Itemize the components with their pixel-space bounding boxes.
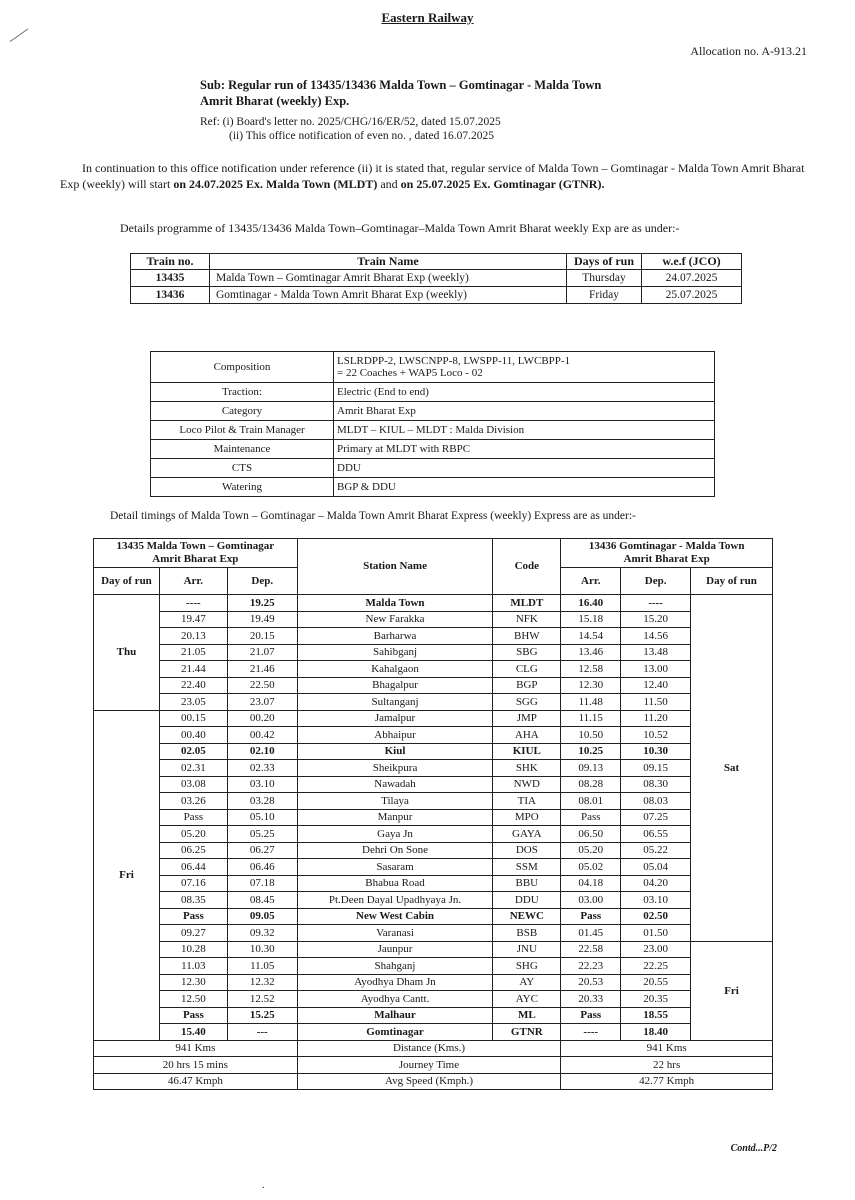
- station-name: Gaya Jn: [297, 826, 493, 843]
- watering-label: Watering: [151, 478, 334, 497]
- station-code: SSM: [493, 859, 561, 876]
- station-name: Sheikpura: [297, 760, 493, 777]
- dep-13436: 09.15: [621, 760, 691, 777]
- station-code: SHK: [493, 760, 561, 777]
- station-name: Shahganj: [297, 958, 493, 975]
- arr-13436: 08.01: [561, 793, 621, 810]
- header-days-of-run: Days of run: [567, 254, 642, 270]
- station-name: Kiul: [297, 743, 493, 760]
- table-row: [151, 402, 715, 421]
- train-name: Gomtinagar - Malda Town Amrit Bharat Exp (weekly): [210, 287, 567, 304]
- arr-13436: ----: [561, 1024, 621, 1041]
- arr-13435: 06.25: [159, 842, 227, 859]
- dep-13435: 21.07: [227, 644, 297, 661]
- arr-13436: 06.50: [561, 826, 621, 843]
- dep-13436: ----: [621, 595, 691, 612]
- station-code: AY: [493, 974, 561, 991]
- station-name: New Farakka: [297, 611, 493, 628]
- arr-13435: 00.40: [159, 727, 227, 744]
- station-code: DOS: [493, 842, 561, 859]
- station-code: SHG: [493, 958, 561, 975]
- dep-13435: 19.49: [227, 611, 297, 628]
- station-code: GTNR: [493, 1024, 561, 1041]
- dep-13435: 05.10: [227, 809, 297, 826]
- cts-label: CTS: [151, 459, 334, 478]
- category-label: Category: [151, 402, 334, 421]
- value-13436: 42.77 Kmph: [561, 1073, 773, 1090]
- station-name: Barharwa: [297, 628, 493, 645]
- dep-13435: 00.42: [227, 727, 297, 744]
- arr-13435: 12.30: [159, 974, 227, 991]
- arr-13436: 22.58: [561, 941, 621, 958]
- header-dep: Dep.: [227, 568, 297, 595]
- dep-13435: 03.10: [227, 776, 297, 793]
- day-fri: Fri: [94, 710, 160, 1040]
- arr-13436: Pass: [561, 908, 621, 925]
- arr-13435: 15.40: [159, 1024, 227, 1041]
- arr-13436: 22.23: [561, 958, 621, 975]
- arr-13436: 03.00: [561, 892, 621, 909]
- station-code: MPO: [493, 809, 561, 826]
- dep-13436: 04.20: [621, 875, 691, 892]
- table-row: [94, 743, 773, 760]
- timetable-head-right: 13436 Gomtinagar - Malda Town Amrit Bharat Exp: [561, 539, 773, 568]
- train-name: Malda Town – Gomtinagar Amrit Bharat Exp (weekly): [210, 270, 567, 287]
- references: [200, 115, 501, 143]
- dep-13436: 15.20: [621, 611, 691, 628]
- dep-13436: 03.10: [621, 892, 691, 909]
- table-row: [131, 287, 742, 304]
- dep-13435: 07.18: [227, 875, 297, 892]
- dep-13435: 06.46: [227, 859, 297, 876]
- table-row: [94, 760, 773, 777]
- dep-13436: 12.40: [621, 677, 691, 694]
- paragraph-2: Details programme of 13435/13436 Malda Town–Gomtinagar–Malda Town Amrit Bharat weekly Exp are as under:-: [120, 221, 680, 235]
- dep-13435: 23.07: [227, 694, 297, 711]
- dep-13436: 10.30: [621, 743, 691, 760]
- arr-13435: Pass: [159, 1007, 227, 1024]
- station-code: BSB: [493, 925, 561, 942]
- dep-13435: 12.32: [227, 974, 297, 991]
- table-row: [151, 421, 715, 440]
- table-row: [94, 677, 773, 694]
- dep-13435: ---: [227, 1024, 297, 1041]
- arr-13435: 00.15: [159, 710, 227, 727]
- dep-13435: 12.52: [227, 991, 297, 1008]
- timetable: [93, 538, 773, 1090]
- arr-13436: 12.30: [561, 677, 621, 694]
- station-name: Abhaipur: [297, 727, 493, 744]
- header-train-no: Train no.: [131, 254, 210, 270]
- table-row: [94, 809, 773, 826]
- loco-pilot-label: Loco Pilot & Train Manager: [151, 421, 334, 440]
- station-name: Sahibganj: [297, 644, 493, 661]
- table-row: [94, 826, 773, 843]
- composition-table: [150, 351, 715, 497]
- arr-13435: 12.50: [159, 991, 227, 1008]
- table-row: [94, 727, 773, 744]
- continued-note: Contd...P/2: [730, 1143, 777, 1154]
- timetable-head-left: 13435 Malda Town – Gomtinagar Amrit Bharat Exp: [94, 539, 298, 568]
- dep-13435: 02.10: [227, 743, 297, 760]
- arr-13436: 20.53: [561, 974, 621, 991]
- station-name: Sultanganj: [297, 694, 493, 711]
- station-name: Bhagalpur: [297, 677, 493, 694]
- arr-13435: 02.31: [159, 760, 227, 777]
- table-row: [94, 628, 773, 645]
- station-name: Bhabua Road: [297, 875, 493, 892]
- dep-13436: 01.50: [621, 925, 691, 942]
- station-code: CLG: [493, 661, 561, 678]
- arr-13435: 07.16: [159, 875, 227, 892]
- table-row: [94, 958, 773, 975]
- table-row: [151, 352, 715, 383]
- train-no: 13435: [131, 270, 210, 287]
- arr-13435: 21.44: [159, 661, 227, 678]
- station-name: Malda Town: [297, 595, 493, 612]
- arr-13435: Pass: [159, 809, 227, 826]
- watering-value: BGP & DDU: [334, 478, 715, 497]
- dep-13436: 07.25: [621, 809, 691, 826]
- dep-13436: 13.48: [621, 644, 691, 661]
- arr-13436: 01.45: [561, 925, 621, 942]
- station-name: Kahalgaon: [297, 661, 493, 678]
- table-row: [151, 459, 715, 478]
- station-code: MLDT: [493, 595, 561, 612]
- arr-13436: 12.58: [561, 661, 621, 678]
- table-row: [94, 908, 773, 925]
- allocation-number: Allocation no. A-913.21: [690, 44, 807, 58]
- station-name: New West Cabin: [297, 908, 493, 925]
- table-row: [131, 270, 742, 287]
- dep-13436: 22.25: [621, 958, 691, 975]
- arr-13436: 20.33: [561, 991, 621, 1008]
- station-code: ML: [493, 1007, 561, 1024]
- summary-label: Distance (Kms.): [297, 1040, 561, 1057]
- station-name: Pt.Deen Dayal Upadhyaya Jn.: [297, 892, 493, 909]
- day-sat: Sat: [691, 595, 773, 942]
- header-station-name: Station Name: [297, 539, 493, 595]
- table-row: [94, 1007, 773, 1024]
- traction-value: Electric (End to end): [334, 383, 715, 402]
- station-name: Gomtinagar: [297, 1024, 493, 1041]
- station-name: Sasaram: [297, 859, 493, 876]
- dep-13435: 22.50: [227, 677, 297, 694]
- dep-13436: 10.52: [621, 727, 691, 744]
- summary-row: [94, 1073, 773, 1090]
- station-code: BBU: [493, 875, 561, 892]
- table-row: [94, 661, 773, 678]
- arr-13435: 23.05: [159, 694, 227, 711]
- station-code: NFK: [493, 611, 561, 628]
- arr-13436: 05.20: [561, 842, 621, 859]
- header-wef: w.e.f (JCO): [642, 254, 742, 270]
- table-row: [94, 925, 773, 942]
- summary-row: [94, 1057, 773, 1074]
- summary-label: Avg Speed (Kmph.): [297, 1073, 561, 1090]
- dep-13436: 06.55: [621, 826, 691, 843]
- value-13435: 941 Kms: [94, 1040, 298, 1057]
- dep-13436: 05.04: [621, 859, 691, 876]
- arr-13436: 08.28: [561, 776, 621, 793]
- table-row: [94, 941, 773, 958]
- arr-13435: 03.26: [159, 793, 227, 810]
- arr-13435: 03.08: [159, 776, 227, 793]
- station-code: BGP: [493, 677, 561, 694]
- wef-date: 25.07.2025: [642, 287, 742, 304]
- station-name: Tilaya: [297, 793, 493, 810]
- table-row: [94, 710, 773, 727]
- maintenance-label: Maintenance: [151, 440, 334, 459]
- summary-row: [94, 1040, 773, 1057]
- table-row: [151, 383, 715, 402]
- station-name: Malhaur: [297, 1007, 493, 1024]
- station-code: JMP: [493, 710, 561, 727]
- arr-13435: 20.13: [159, 628, 227, 645]
- detail-heading: Detail timings of Malda Town – Gomtinagar – Malda Town Amrit Bharat Express (weekly) Express are as under:-: [110, 510, 636, 522]
- composition-value: LSLRDPP-2, LWSCNPP-8, LWSPP-11, LWCBPP-1 = 22 Coaches + WAP5 Loco - 02: [334, 352, 715, 383]
- arr-13436: 09.13: [561, 760, 621, 777]
- dep-13436: 11.20: [621, 710, 691, 727]
- arr-13435: 22.40: [159, 677, 227, 694]
- table-row: [94, 694, 773, 711]
- station-name: Dehri On Sone: [297, 842, 493, 859]
- dep-13435: 11.05: [227, 958, 297, 975]
- table-row: [94, 595, 773, 612]
- dep-13435: 00.20: [227, 710, 297, 727]
- summary-label: Journey Time: [297, 1057, 561, 1074]
- dep-13435: 05.25: [227, 826, 297, 843]
- arr-13435: Pass: [159, 908, 227, 925]
- table-row: [94, 892, 773, 909]
- station-code: SGG: [493, 694, 561, 711]
- wef-date: 24.07.2025: [642, 270, 742, 287]
- dep-13436: 20.35: [621, 991, 691, 1008]
- value-13436: 941 Kms: [561, 1040, 773, 1057]
- arr-13436: 11.15: [561, 710, 621, 727]
- header-day-of-run: Day of run: [94, 568, 160, 595]
- header-arr: Arr.: [159, 568, 227, 595]
- day-thu: Thu: [94, 595, 160, 711]
- dep-13435: 09.32: [227, 925, 297, 942]
- dep-13436: 18.55: [621, 1007, 691, 1024]
- station-code: GAYA: [493, 826, 561, 843]
- arr-13435: 19.47: [159, 611, 227, 628]
- dep-13435: 15.25: [227, 1007, 297, 1024]
- day-fri: Fri: [691, 941, 773, 1040]
- station-name: Manpur: [297, 809, 493, 826]
- dep-13436: 18.40: [621, 1024, 691, 1041]
- table-row: [151, 440, 715, 459]
- station-code: DDU: [493, 892, 561, 909]
- arr-13435: 05.20: [159, 826, 227, 843]
- header-dep: Dep.: [621, 568, 691, 595]
- arr-13436: 16.40: [561, 595, 621, 612]
- arr-13436: 05.02: [561, 859, 621, 876]
- table-row: [94, 859, 773, 876]
- station-name: Jamalpur: [297, 710, 493, 727]
- table-row: [151, 478, 715, 497]
- station-name: Nawadah: [297, 776, 493, 793]
- arr-13436: 15.18: [561, 611, 621, 628]
- subject: [200, 77, 720, 109]
- station-name: Jaunpur: [297, 941, 493, 958]
- dep-13435: 09.05: [227, 908, 297, 925]
- dep-13436: 08.30: [621, 776, 691, 793]
- dep-13436: 02.50: [621, 908, 691, 925]
- table-row: [94, 974, 773, 991]
- maintenance-value: Primary at MLDT with RBPC: [334, 440, 715, 459]
- reference-2: (ii) This office notification of even no. , dated 16.07.2025: [229, 130, 494, 142]
- dep-13435: 02.33: [227, 760, 297, 777]
- station-code: NWD: [493, 776, 561, 793]
- dep-13435: 21.46: [227, 661, 297, 678]
- paragraph-1: In continuation to this office notification under reference (ii) it is stated that, regular service of Malda Town – Gomtinagar - Malda Town Amrit Bharat Exp (weekly) will start on 24.07.2025 Ex. Malda Town (MLDT) and on 25.07.2025 Ex. Gomtinagar (GTNR).: [60, 161, 805, 191]
- page-dot: .: [262, 1180, 265, 1191]
- arr-13435: 09.27: [159, 925, 227, 942]
- dep-13436: 11.50: [621, 694, 691, 711]
- dep-13435: 03.28: [227, 793, 297, 810]
- arr-13435: 11.03: [159, 958, 227, 975]
- table-row: [94, 842, 773, 859]
- dep-13435: 19.25: [227, 595, 297, 612]
- arr-13436: 04.18: [561, 875, 621, 892]
- days-of-run: Thursday: [567, 270, 642, 287]
- category-value: Amrit Bharat Exp: [334, 402, 715, 421]
- station-code: KIUL: [493, 743, 561, 760]
- traction-label: Traction:: [151, 383, 334, 402]
- dep-13436: 23.00: [621, 941, 691, 958]
- subject-line-2: Amrit Bharat (weekly) Exp.: [200, 94, 350, 108]
- station-code: BHW: [493, 628, 561, 645]
- arr-13436: Pass: [561, 809, 621, 826]
- arr-13436: 11.48: [561, 694, 621, 711]
- composition-label: Composition: [151, 352, 334, 383]
- value-13435: 46.47 Kmph: [94, 1073, 298, 1090]
- arr-13435: 08.35: [159, 892, 227, 909]
- reference-1: Ref: (i) Board's letter no. 2025/CHG/16/ER/52, dated 15.07.2025: [200, 116, 501, 128]
- train-no: 13436: [131, 287, 210, 304]
- table-row: [94, 875, 773, 892]
- arr-13435: ----: [159, 595, 227, 612]
- arr-13436: 13.46: [561, 644, 621, 661]
- station-code: AYC: [493, 991, 561, 1008]
- station-name: Ayodhya Dham Jn: [297, 974, 493, 991]
- dep-13435: 20.15: [227, 628, 297, 645]
- station-code: AHA: [493, 727, 561, 744]
- header-day-of-run: Day of run: [691, 568, 773, 595]
- arr-13436: 14.54: [561, 628, 621, 645]
- dep-13435: 08.45: [227, 892, 297, 909]
- dep-13436: 13.00: [621, 661, 691, 678]
- station-code: NEWC: [493, 908, 561, 925]
- arr-13435: 06.44: [159, 859, 227, 876]
- table-row: [94, 644, 773, 661]
- dep-13436: 05.22: [621, 842, 691, 859]
- value-13435: 20 hrs 15 mins: [94, 1057, 298, 1074]
- train-summary-table: [130, 253, 742, 304]
- arr-13435: 02.05: [159, 743, 227, 760]
- header-code: Code: [493, 539, 561, 595]
- dep-13436: 20.55: [621, 974, 691, 991]
- table-row: [94, 793, 773, 810]
- org-title: Eastern Railway: [381, 10, 474, 25]
- arr-13436: 10.25: [561, 743, 621, 760]
- arr-13436: Pass: [561, 1007, 621, 1024]
- header-train-name: Train Name: [210, 254, 567, 270]
- loco-pilot-value: MLDT – KIUL – MLDT : Malda Division: [334, 421, 715, 440]
- station-code: TIA: [493, 793, 561, 810]
- dep-13436: 08.03: [621, 793, 691, 810]
- cts-value: DDU: [334, 459, 715, 478]
- station-code: JNU: [493, 941, 561, 958]
- header-arr: Arr.: [561, 568, 621, 595]
- subject-line-1: Sub: Regular run of 13435/13436 Malda Town – Gomtinagar - Malda Town: [200, 78, 602, 92]
- arr-13435: 21.05: [159, 644, 227, 661]
- dep-13435: 06.27: [227, 842, 297, 859]
- table-row: [94, 1024, 773, 1041]
- arr-13435: 10.28: [159, 941, 227, 958]
- table-row: [94, 991, 773, 1008]
- station-name: Varanasi: [297, 925, 493, 942]
- value-13436: 22 hrs: [561, 1057, 773, 1074]
- arr-13436: 10.50: [561, 727, 621, 744]
- table-row: [94, 776, 773, 793]
- station-name: Ayodhya Cantt.: [297, 991, 493, 1008]
- dep-13435: 10.30: [227, 941, 297, 958]
- days-of-run: Friday: [567, 287, 642, 304]
- station-code: SBG: [493, 644, 561, 661]
- table-row: [94, 611, 773, 628]
- dep-13436: 14.56: [621, 628, 691, 645]
